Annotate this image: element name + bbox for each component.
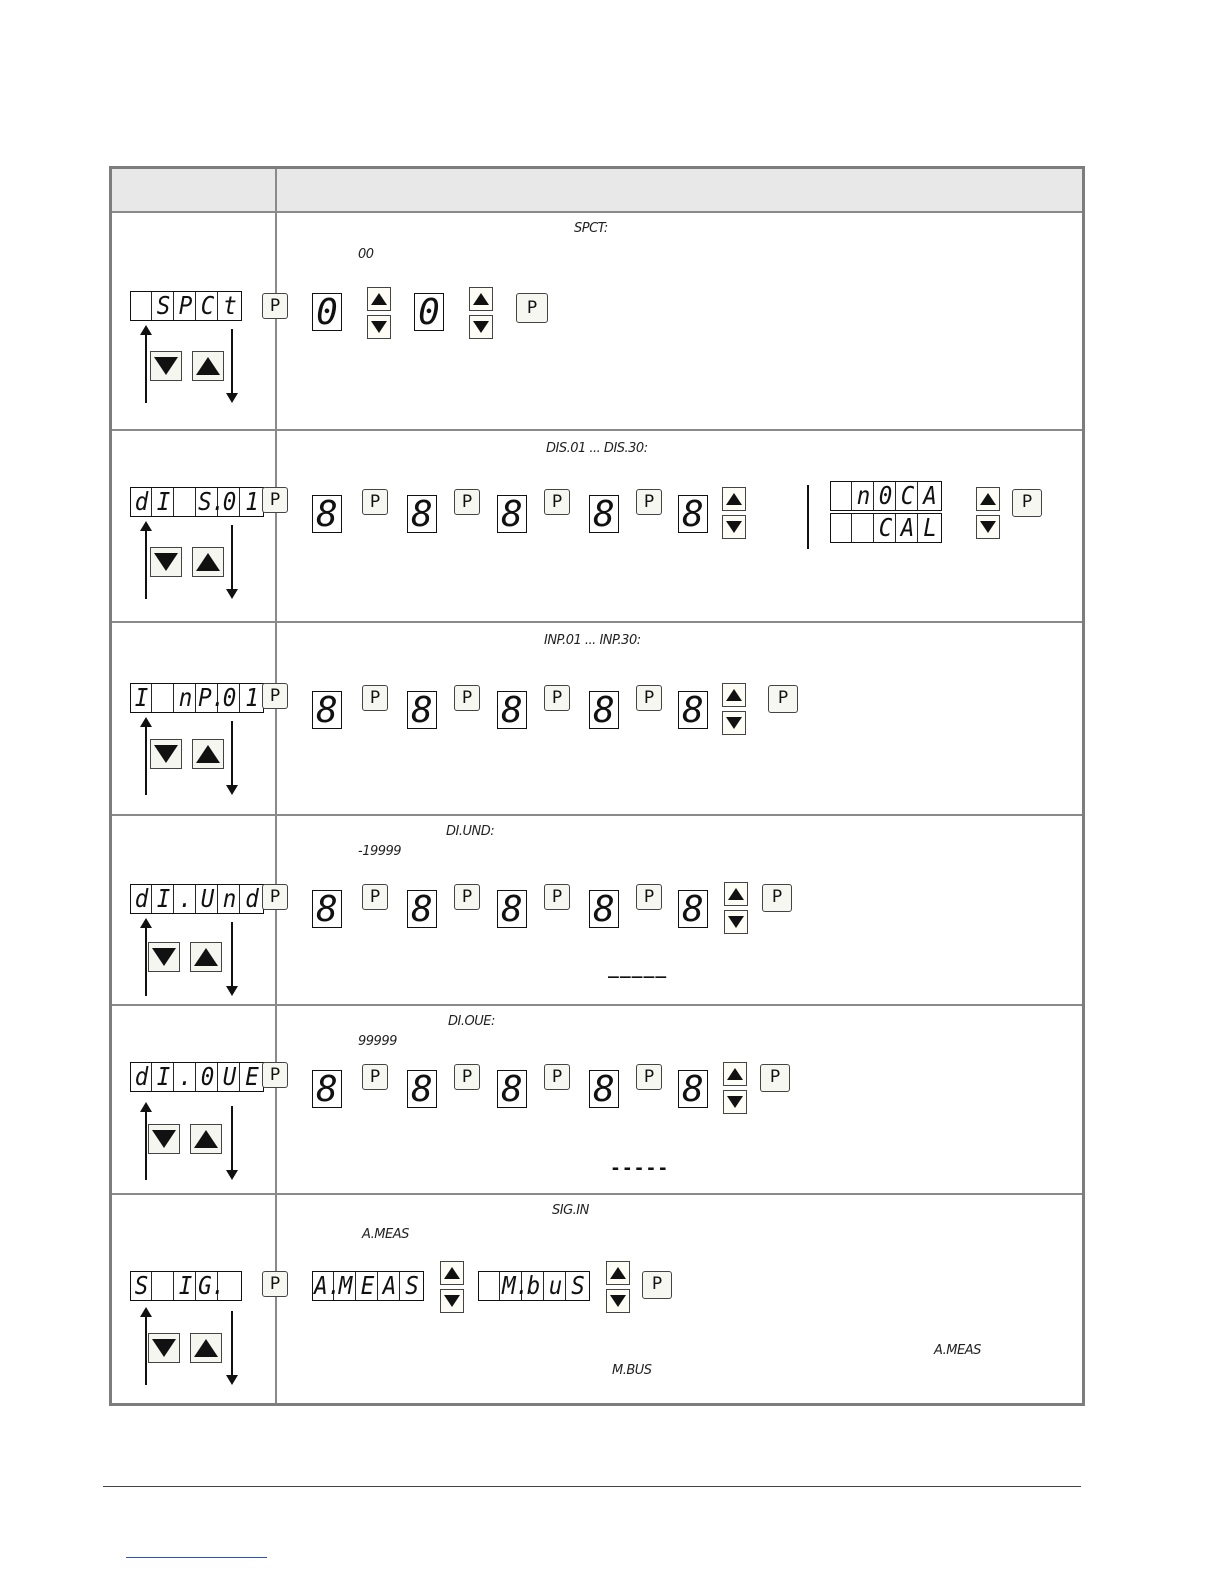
p-button[interactable]: P [262, 487, 288, 513]
display-segment: n [220, 885, 240, 913]
option-display-cal [830, 513, 942, 543]
display-segment: G. [198, 1271, 226, 1300]
down-arrow-icon [726, 521, 742, 533]
display-segment: 1 [245, 683, 259, 712]
down-arrow-icon [154, 357, 178, 375]
display-segment: b [524, 1272, 544, 1300]
display-segment: S [405, 1271, 419, 1300]
param-title-label: SIG.IN [552, 1203, 589, 1218]
default-value-label: 99999 [358, 1034, 397, 1049]
menu-display-diund [130, 884, 264, 914]
up-button[interactable] [722, 683, 746, 707]
separator-line [807, 485, 809, 549]
up-button[interactable] [724, 882, 748, 906]
display-segment: S. [198, 487, 226, 516]
display-segment: P. [198, 683, 226, 712]
up-arrow-icon [196, 553, 220, 571]
p-button[interactable]: P [544, 489, 570, 515]
display-segment: C [876, 514, 896, 542]
param-title-label: SPCT: [574, 221, 608, 236]
p-button[interactable]: P [362, 685, 388, 711]
down-button[interactable] [148, 942, 180, 972]
up-arrow-icon [726, 493, 742, 505]
down-button[interactable] [722, 515, 746, 539]
up-button[interactable] [192, 739, 224, 769]
option-display-noca [830, 481, 942, 511]
down-button[interactable] [150, 547, 182, 577]
up-arrow-icon [610, 1267, 626, 1279]
up-button[interactable] [192, 547, 224, 577]
digit-box: 8 [589, 1070, 619, 1108]
up-button[interactable] [190, 942, 222, 972]
digit-box: 8 [312, 890, 342, 928]
p-button[interactable]: P [760, 1064, 790, 1092]
down-arrow-icon [444, 1295, 460, 1307]
down-arrow-icon [610, 1295, 626, 1307]
display-segment: 0 [876, 482, 896, 510]
digit-box: 8 [312, 1070, 342, 1108]
down-button[interactable] [723, 1090, 747, 1114]
p-button[interactable]: P [454, 685, 480, 711]
down-button[interactable] [440, 1289, 464, 1313]
p-button[interactable]: P [768, 685, 798, 713]
p-button[interactable]: P [362, 884, 388, 910]
up-button[interactable] [722, 487, 746, 511]
display-segment: d [132, 885, 152, 913]
display-segment [154, 1272, 174, 1300]
p-button[interactable]: P [262, 1062, 288, 1088]
down-button[interactable] [367, 315, 391, 339]
p-button[interactable]: P [544, 884, 570, 910]
up-button[interactable] [976, 487, 1000, 511]
digit-box: 8 [312, 691, 342, 729]
p-button[interactable]: P [262, 884, 288, 910]
p-button[interactable]: P [642, 1271, 672, 1299]
param-title-label: DI.UND: [446, 824, 495, 839]
digit-box: 8 [407, 691, 437, 729]
display-segment: S [154, 292, 174, 320]
table-row-spct [112, 213, 1082, 429]
display-segment [480, 1272, 500, 1300]
up-button[interactable] [440, 1261, 464, 1285]
display-segment: L [923, 513, 937, 542]
down-arrow-icon [727, 1096, 743, 1108]
display-segment: I [132, 684, 152, 712]
display-segment: E [245, 1062, 259, 1091]
up-button[interactable] [469, 287, 493, 311]
down-button[interactable] [606, 1289, 630, 1313]
param-title-label: INP.01 ... INP.30: [544, 633, 641, 648]
p-button[interactable]: P [454, 1064, 480, 1090]
display-segment: A. [314, 1271, 342, 1300]
display-segment: U [220, 1063, 240, 1091]
down-arrow-icon [154, 553, 178, 571]
digit-box: 8 [678, 1070, 708, 1108]
digit-box: 8 [407, 495, 437, 533]
display-segment: d [245, 884, 259, 913]
digit-box: 8 [678, 890, 708, 928]
down-arrow-icon [371, 321, 387, 333]
menu-display-dioue [130, 1062, 264, 1092]
down-arrow-icon [726, 717, 742, 729]
display-segment: t [223, 291, 237, 320]
display-segment: A [380, 1272, 400, 1300]
digit-box: 8 [589, 890, 619, 928]
down-button[interactable] [976, 515, 1000, 539]
note-label-mbus: M.BUS [612, 1363, 652, 1378]
down-button[interactable] [724, 910, 748, 934]
up-arrow-icon [194, 948, 218, 966]
display-segment: I [154, 488, 174, 516]
display-segment [132, 292, 152, 320]
display-segment: I [154, 1063, 174, 1091]
display-segment: d [132, 488, 152, 516]
table-row-sigin [112, 1195, 1082, 1405]
up-arrow-icon [194, 1339, 218, 1357]
digit-box: 8 [312, 495, 342, 533]
display-segment: C [198, 292, 218, 320]
up-button[interactable] [606, 1261, 630, 1285]
table-row-dioue [112, 1006, 1082, 1193]
default-value-label: -19999 [358, 844, 402, 859]
digit-box: 8 [678, 495, 708, 533]
up-arrow-icon [444, 1267, 460, 1279]
param-title-label: DI.OUE: [448, 1014, 495, 1029]
underflow-dashes: _____ [608, 958, 668, 979]
up-arrow-icon [196, 745, 220, 763]
default-value-label: A.MEAS [362, 1227, 409, 1242]
table-row-inp [112, 623, 1082, 814]
overflow-dashes: ----- [610, 1158, 670, 1179]
up-button[interactable] [367, 287, 391, 311]
display-segment [176, 488, 196, 516]
digit-box: 8 [589, 495, 619, 533]
display-segment: S [571, 1271, 585, 1300]
down-button[interactable] [150, 739, 182, 769]
down-arrow-icon [980, 521, 996, 533]
down-button[interactable] [722, 711, 746, 735]
display-segment: n [854, 482, 874, 510]
p-button[interactable]: P [454, 884, 480, 910]
digit-box: 8 [678, 691, 708, 729]
display-segment: U [198, 885, 218, 913]
down-arrow-icon [152, 1130, 176, 1148]
p-button[interactable]: P [636, 685, 662, 711]
table-row-dis [112, 431, 1082, 621]
down-arrow-icon [154, 745, 178, 763]
up-arrow-icon [196, 357, 220, 375]
up-arrow-icon [371, 293, 387, 305]
down-button[interactable] [148, 1124, 180, 1154]
digit-box: 8 [497, 495, 527, 533]
up-arrow-icon [727, 1068, 743, 1080]
display-segment: . [176, 1063, 196, 1091]
footer-rule [103, 1486, 1081, 1487]
digit-box: 8 [407, 1070, 437, 1108]
p-button[interactable]: P [636, 1064, 662, 1090]
table-row-diund [112, 816, 1082, 1004]
down-button[interactable] [148, 1333, 180, 1363]
up-arrow-icon [473, 293, 489, 305]
digit-box: 8 [497, 1070, 527, 1108]
note-label-ameas: A.MEAS [934, 1343, 981, 1358]
digit-box: 8 [497, 890, 527, 928]
down-arrow-icon [152, 948, 176, 966]
display-segment [220, 1272, 240, 1300]
display-segment: 0 [198, 1063, 218, 1091]
digit-box: 8 [407, 890, 437, 928]
display-segment: A [898, 514, 918, 542]
p-button[interactable]: P [262, 293, 288, 319]
digit-box: 8 [589, 691, 619, 729]
up-arrow-icon [194, 1130, 218, 1148]
display-segment: 0 [220, 488, 240, 516]
up-arrow-icon [726, 689, 742, 701]
option-display-ameas [312, 1271, 424, 1301]
display-segment: 0 [220, 684, 240, 712]
up-arrow-icon [728, 888, 744, 900]
p-button[interactable]: P [516, 293, 548, 323]
down-arrow-icon [152, 1339, 176, 1357]
display-segment: 1 [245, 487, 259, 516]
down-arrow-icon [473, 321, 489, 333]
p-button[interactable]: P [262, 683, 288, 709]
up-arrow-icon [980, 493, 996, 505]
display-segment: d [132, 1063, 152, 1091]
p-button[interactable]: P [636, 884, 662, 910]
display-segment: I [176, 1272, 196, 1300]
table-header [112, 169, 1082, 213]
p-button[interactable]: P [544, 685, 570, 711]
display-segment: M [336, 1272, 356, 1300]
option-display-mbus [478, 1271, 590, 1301]
p-button[interactable]: P [762, 884, 792, 912]
up-button[interactable] [190, 1124, 222, 1154]
up-button[interactable] [190, 1333, 222, 1363]
display-segment [832, 482, 852, 510]
p-button[interactable]: P [262, 1271, 288, 1297]
display-segment: A [923, 481, 937, 510]
p-button[interactable]: P [544, 1064, 570, 1090]
display-segment: u [546, 1272, 566, 1300]
default-value-label: 00 [358, 247, 374, 262]
down-button[interactable] [150, 351, 182, 381]
p-button[interactable]: P [454, 489, 480, 515]
param-title-label: DIS.01 ... DIS.30: [546, 441, 648, 456]
display-segment [154, 684, 174, 712]
display-segment: E [358, 1272, 378, 1300]
menu-display-spct [130, 291, 242, 321]
menu-display-sigin [130, 1271, 242, 1301]
digit-box: 0 [414, 293, 444, 331]
display-segment: I [154, 885, 174, 913]
down-button[interactable] [469, 315, 493, 339]
display-segment: P [176, 292, 196, 320]
display-segment [832, 514, 852, 542]
p-button[interactable]: P [362, 1064, 388, 1090]
digit-box: 8 [497, 691, 527, 729]
p-button[interactable]: P [362, 489, 388, 515]
display-segment: n [176, 684, 196, 712]
down-arrow-icon [728, 916, 744, 928]
display-segment: C [898, 482, 918, 510]
up-button[interactable] [723, 1062, 747, 1086]
footer-link-underline[interactable] [126, 1557, 267, 1558]
digit-box: 0 [312, 293, 342, 331]
display-segment [854, 514, 874, 542]
display-segment: M. [502, 1271, 530, 1300]
p-button[interactable]: P [1012, 489, 1042, 517]
menu-display-inp01 [130, 683, 264, 713]
menu-display-dis01 [130, 487, 264, 517]
p-button[interactable]: P [636, 489, 662, 515]
display-segment: . [176, 885, 196, 913]
up-button[interactable] [192, 351, 224, 381]
parameter-table [109, 166, 1085, 1406]
display-segment: S [132, 1272, 152, 1300]
